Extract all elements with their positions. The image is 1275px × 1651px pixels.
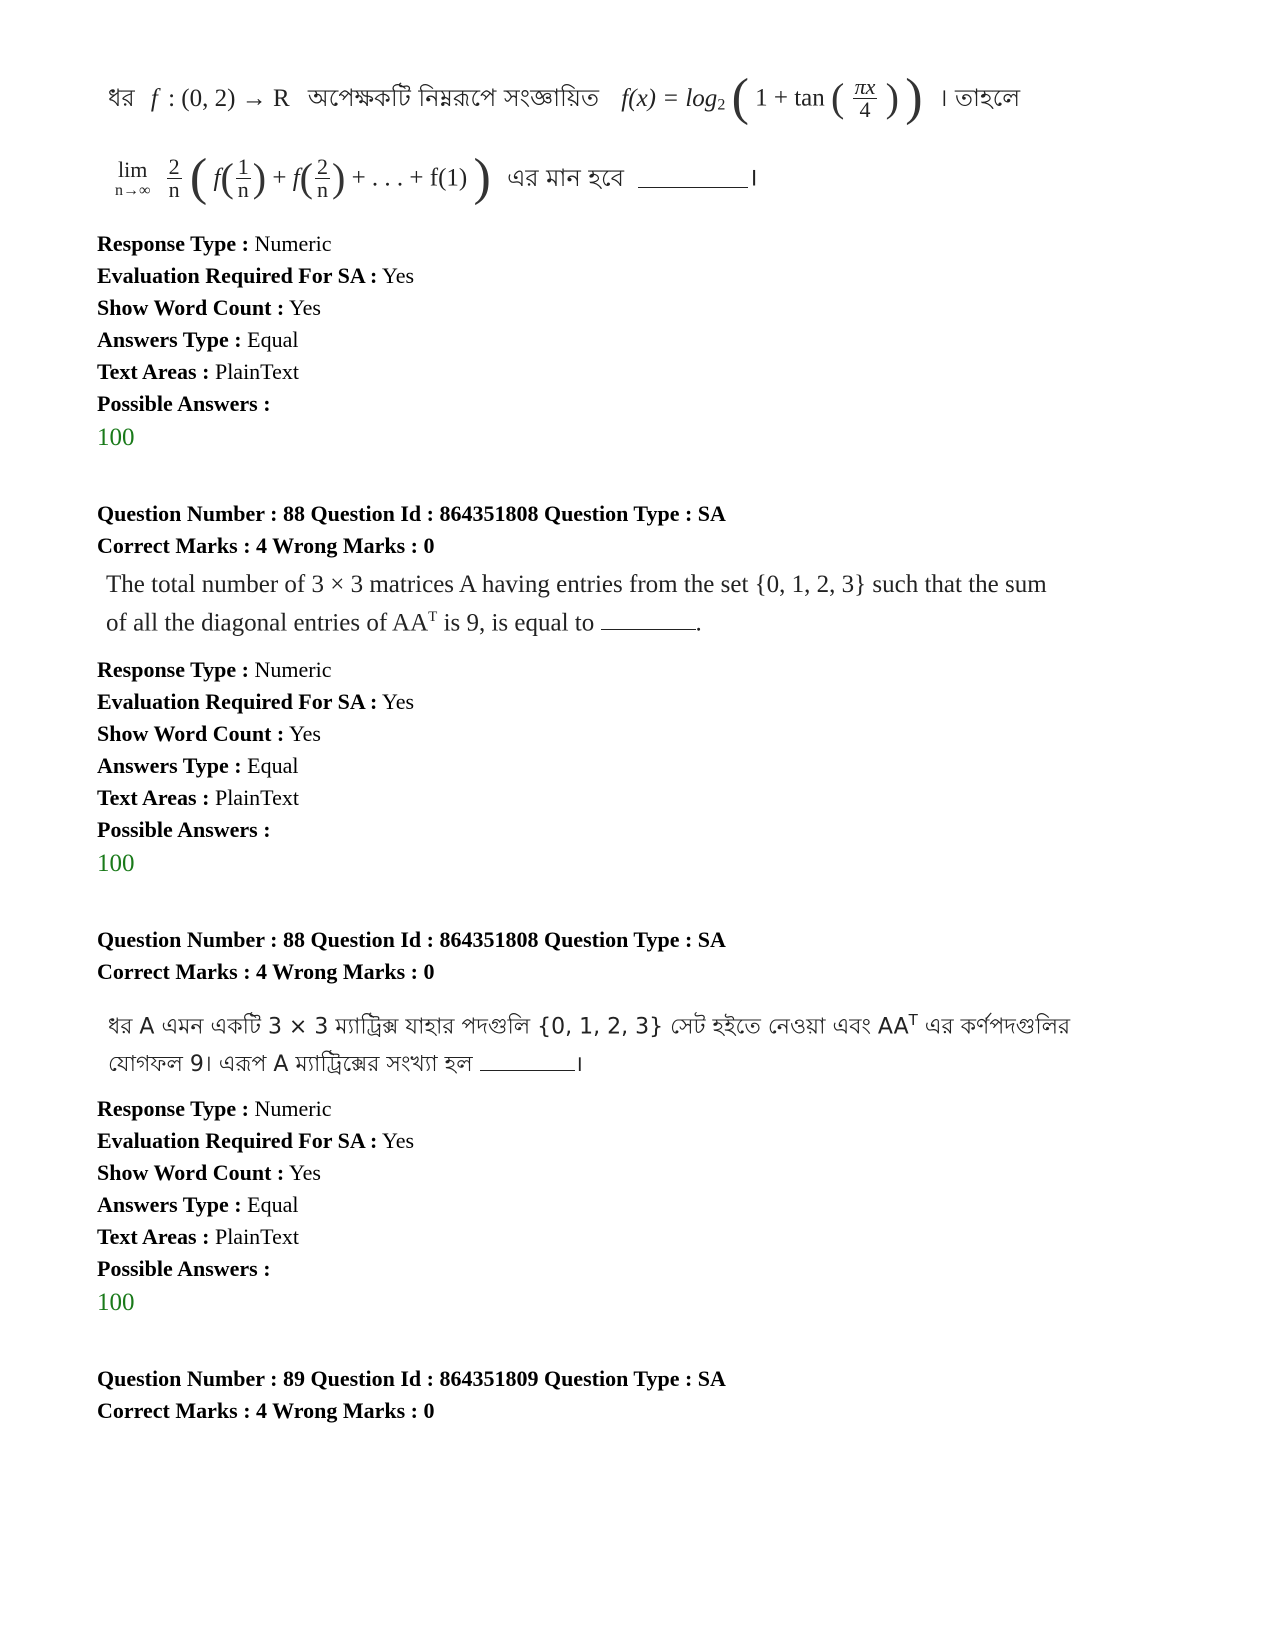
q87-paren-open: ( [731, 69, 749, 126]
q88b-line1-pre: ধর A এমন একটি 3 × 3 ম্যাট্রিক্স যাহার পদগুলি {0, 1, 2, 3} সেট হইতে নেওয়া এবং AA [108, 1014, 909, 1040]
word-count-3: Show Word Count : Yes [97, 1160, 321, 1185]
eval-required-1: Evaluation Required For SA : Yes [97, 263, 415, 288]
q88b-line2 [108, 1052, 583, 1076]
q87-f2: f [292, 164, 300, 192]
q87-line1-end: । তাহলে [938, 84, 1021, 112]
text-areas-2: Text Areas : PlainText [97, 785, 299, 810]
possible-answers-label-1: Possible Answers : [97, 391, 271, 416]
word-count-2: Show Word Count : Yes [97, 721, 321, 746]
response-type-2: Response Type : Numeric [97, 657, 332, 682]
answers-type-3: Answers Type : Equal [97, 1192, 299, 1217]
q88b-line2-end: । [574, 1052, 583, 1077]
q87-paren2-open: ( [831, 75, 845, 120]
q87-f2-den: n [316, 176, 328, 202]
marks-88b: Correct Marks : 4 Wrong Marks : 0 [97, 959, 435, 984]
q87-lim [115, 157, 150, 199]
eval-required-3: Evaluation Required For SA : Yes [97, 1128, 415, 1153]
q87-line2 [115, 149, 758, 206]
q88a-line2 [106, 610, 702, 635]
question-header-88a: Question Number : 88 Question Id : 864351808 Question Type : SA [97, 501, 726, 526]
q87-lim-sub: n→∞ [115, 181, 151, 199]
q87-frac-num: πx [854, 73, 876, 99]
q87-tail: + . . . + f(1) [351, 164, 468, 192]
q88a-line2-end: . [695, 609, 702, 637]
possible-answers-label-3: Possible Answers : [97, 1256, 271, 1281]
q87-outer-open: ( [189, 149, 208, 206]
possible-answer-1: 100 [97, 424, 135, 451]
q87-line2-bengali: এর মান হবে [507, 164, 625, 192]
q87-f2-num: 2 [316, 153, 328, 179]
q88b-line2-text: যোগফল 9। এরূপ A ম্যাট্রিক্সের সংখ্যা হল [108, 1052, 473, 1077]
question-header-88b: Question Number : 88 Question Id : 864351808 Question Type : SA [97, 927, 726, 952]
q87-f2-frac [315, 153, 330, 202]
q88a-line2-pre: of all the diagonal entries of AA [106, 609, 429, 637]
q87-lim-text: lim [118, 156, 148, 182]
q87-coef [167, 153, 182, 202]
q87-domain: : (0, 2) → R [168, 84, 290, 112]
q87-f2-close: ) [331, 155, 346, 200]
q87-frac-pix4 [853, 73, 878, 122]
q87-coef-den: n [168, 176, 180, 202]
marks-89: Correct Marks : 4 Wrong Marks : 0 [97, 1398, 435, 1423]
q87-line1 [108, 69, 1021, 126]
q87-paren-close: ) [905, 69, 923, 126]
q88b-line1-post: এর কর্ণপদগুলির [917, 1014, 1071, 1040]
q87-outer-close: ) [473, 149, 491, 206]
q87-paren2-close: ) [885, 75, 899, 120]
q87-f1-frac [236, 153, 251, 202]
q87-prefix: ধর [108, 84, 135, 112]
marks-88a: Correct Marks : 4 Wrong Marks : 0 [97, 533, 435, 558]
q88a-line1: The total number of 3 × 3 matrices A having entries from the set {0, 1, 2, 3} such that the sum [106, 571, 1047, 598]
q87-f1-open: ( [220, 155, 234, 200]
q87-answer-blank [638, 169, 748, 188]
q87-bengali-text: অপেক্ষকটি নিম্নরূপে সংজ্ঞায়িত [307, 84, 600, 112]
q87-f2-open: ( [299, 155, 313, 200]
q88a-answer-blank [601, 611, 696, 630]
q88b-line1 [108, 1013, 1070, 1038]
q87-one-tan: 1 + tan [755, 84, 825, 112]
q87-f1: f [213, 164, 221, 192]
q87-line2-end: । [748, 164, 758, 192]
q87-fx: f(x) = log [621, 84, 718, 112]
q87-f1-num: 1 [237, 153, 249, 179]
q87-frac-den: 4 [859, 96, 871, 122]
response-type-3: Response Type : Numeric [97, 1096, 332, 1121]
q87-log-base: 2 [717, 96, 726, 114]
eval-required-2: Evaluation Required For SA : Yes [97, 689, 415, 714]
q88b-transpose: T [908, 1011, 918, 1029]
possible-answer-3: 100 [97, 1289, 135, 1316]
text-areas-1: Text Areas : PlainText [97, 359, 299, 384]
q88b-answer-blank [480, 1052, 575, 1071]
q87-coef-num: 2 [168, 153, 180, 179]
answers-type-1: Answers Type : Equal [97, 327, 299, 352]
text-areas-3: Text Areas : PlainText [97, 1224, 299, 1249]
possible-answers-label-2: Possible Answers : [97, 817, 271, 842]
q88a-transpose: T [428, 609, 438, 625]
q87-plus: + [272, 164, 287, 192]
response-type-1: Response Type : Numeric [97, 231, 332, 256]
possible-answer-2: 100 [97, 850, 135, 877]
q87-f1-close: ) [252, 155, 267, 200]
q88a-line2-post: is 9, is equal to [437, 609, 595, 637]
word-count-1: Show Word Count : Yes [97, 295, 321, 320]
q87-f1-den: n [237, 176, 249, 202]
question-header-89: Question Number : 89 Question Id : 864351809 Question Type : SA [97, 1366, 726, 1391]
q87-f: f [150, 84, 158, 112]
answers-type-2: Answers Type : Equal [97, 753, 299, 778]
